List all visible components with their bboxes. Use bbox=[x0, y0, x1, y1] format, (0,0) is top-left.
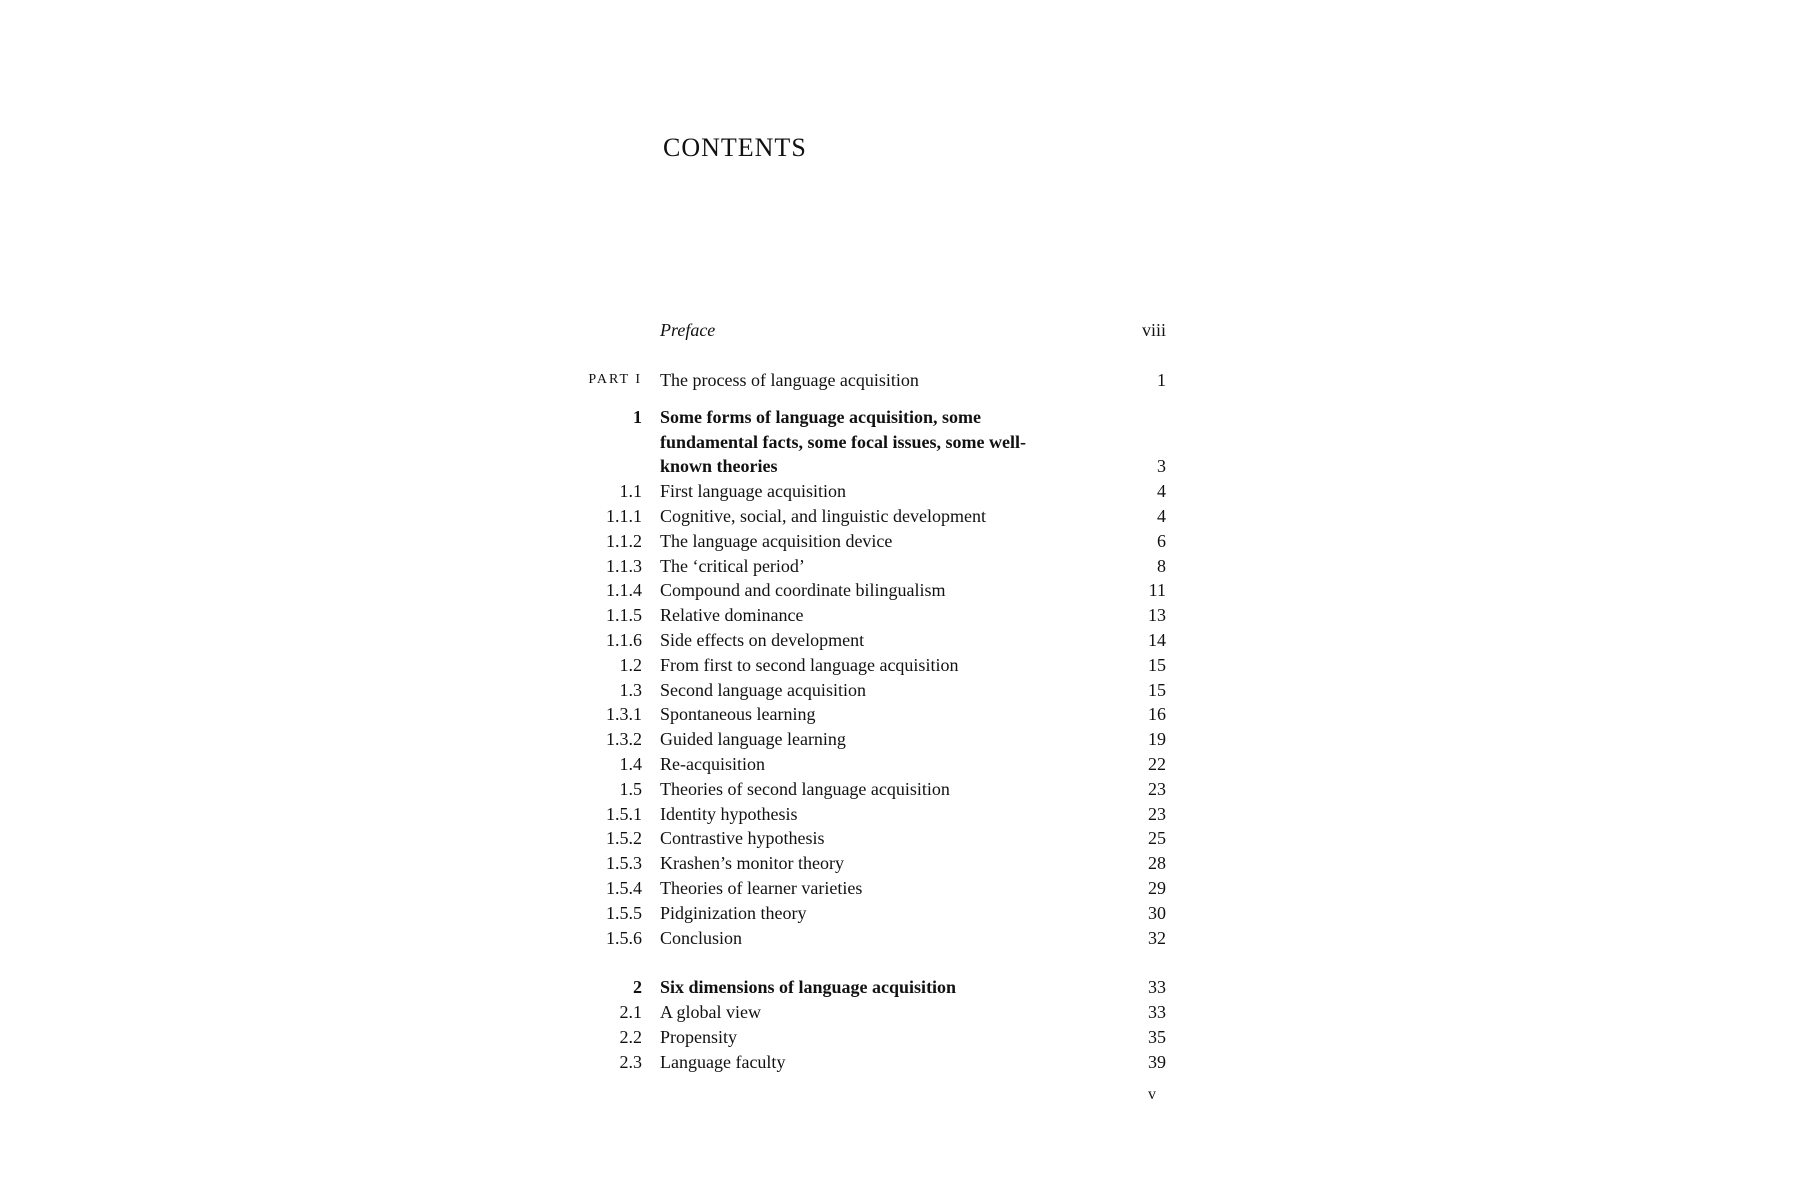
toc-label: Theories of second language acquisition bbox=[660, 778, 950, 799]
toc-row bbox=[570, 876, 1170, 901]
toc-page-number: 4 bbox=[1157, 505, 1166, 526]
toc-section-number: 1.1.3 bbox=[606, 555, 642, 576]
toc-row bbox=[570, 603, 1170, 628]
toc-row bbox=[570, 678, 1170, 703]
toc-row bbox=[570, 901, 1170, 926]
toc-label: Cognitive, social, and linguistic development bbox=[660, 505, 986, 526]
toc-label: Compound and coordinate bilingualism bbox=[660, 580, 946, 601]
toc-section-number: 1.5.5 bbox=[606, 902, 642, 923]
toc-label: Identity hypothesis bbox=[660, 803, 798, 824]
toc-label: Propensity bbox=[660, 1026, 738, 1047]
toc-label: Spontaneous learning bbox=[660, 704, 816, 725]
toc-chapter-title: Some forms of language acquisition, some fundamental facts, some focal issues, some well-known theories bbox=[660, 406, 1026, 477]
toc-row-chapter bbox=[570, 975, 1170, 1000]
toc-section-number: 1.4 bbox=[619, 753, 642, 774]
toc-page-number: 39 bbox=[1148, 1051, 1166, 1072]
toc-part-number: PART I bbox=[588, 371, 642, 387]
toc-page-number: 33 bbox=[1148, 1001, 1166, 1022]
toc-row bbox=[570, 653, 1170, 678]
toc-section-number: 2.3 bbox=[619, 1051, 642, 1072]
toc-page-number: 30 bbox=[1148, 902, 1166, 923]
toc-section-list bbox=[570, 1000, 1170, 1074]
toc-row bbox=[570, 926, 1170, 951]
toc-label: Language faculty bbox=[660, 1051, 786, 1072]
toc-row bbox=[570, 727, 1170, 752]
toc-page-number: 15 bbox=[1148, 679, 1166, 700]
toc-label: Preface bbox=[660, 320, 716, 340]
toc-label: Contrastive hypothesis bbox=[660, 828, 825, 849]
toc-page-number: 1 bbox=[1157, 369, 1166, 390]
toc-page-number: 23 bbox=[1148, 778, 1166, 799]
toc-page-number: 15 bbox=[1148, 654, 1166, 675]
toc-row bbox=[570, 802, 1170, 827]
toc-section-number: 1.5.4 bbox=[606, 877, 642, 898]
toc-page-number: 32 bbox=[1148, 927, 1166, 948]
toc-chapter-number: 1 bbox=[633, 406, 642, 427]
toc-page-number: 6 bbox=[1157, 530, 1166, 551]
toc-page-number: 35 bbox=[1148, 1026, 1166, 1047]
toc-label: Guided language learning bbox=[660, 729, 846, 750]
toc-page-number: 16 bbox=[1148, 704, 1166, 725]
page-title: CONTENTS bbox=[663, 133, 807, 162]
toc-section-number: 2.2 bbox=[619, 1026, 642, 1047]
toc-chapter-number: 2 bbox=[633, 977, 642, 998]
toc-row-part bbox=[570, 368, 1170, 393]
table-of-contents bbox=[570, 318, 1170, 1074]
toc-page-number: 29 bbox=[1148, 877, 1166, 898]
toc-label: Conclusion bbox=[660, 927, 743, 948]
toc-row bbox=[570, 702, 1170, 727]
toc-section-number: 1.5.6 bbox=[606, 927, 642, 948]
toc-row bbox=[570, 628, 1170, 653]
toc-page-number: 23 bbox=[1148, 803, 1166, 824]
toc-row bbox=[570, 851, 1170, 876]
toc-page-number: 14 bbox=[1148, 629, 1166, 650]
toc-label: From first to second language acquisition bbox=[660, 654, 959, 675]
toc-section-number: 2.1 bbox=[619, 1001, 642, 1022]
toc-section-number: 1.5.2 bbox=[606, 828, 642, 849]
toc-page-number: 25 bbox=[1148, 828, 1166, 849]
page-folio: v bbox=[1148, 1086, 1156, 1103]
toc-page-number: 4 bbox=[1157, 481, 1166, 502]
toc-row bbox=[570, 777, 1170, 802]
toc-row bbox=[570, 1000, 1170, 1025]
toc-label: Theories of learner varieties bbox=[660, 877, 863, 898]
toc-section-number: 1.1 bbox=[619, 481, 642, 502]
toc-page-number: 28 bbox=[1148, 853, 1166, 874]
toc-label: Re-acquisition bbox=[660, 753, 765, 774]
toc-label: Pidginization theory bbox=[660, 902, 807, 923]
toc-label: Relative dominance bbox=[660, 605, 804, 626]
toc-row-preface bbox=[570, 318, 1170, 343]
toc-section-list bbox=[570, 479, 1170, 950]
toc-label: Second language acquisition bbox=[660, 679, 866, 700]
toc-row bbox=[570, 578, 1170, 603]
toc-page-number: 3 bbox=[1157, 456, 1166, 477]
toc-row bbox=[570, 1050, 1170, 1075]
toc-page-number: 22 bbox=[1148, 753, 1166, 774]
toc-section-number: 1.1.4 bbox=[606, 580, 642, 601]
toc-section-number: 1.3.2 bbox=[606, 729, 642, 750]
toc-section-number: 1.1.6 bbox=[606, 629, 642, 650]
toc-page-number: viii bbox=[1141, 320, 1166, 340]
toc-section-number: 1.3 bbox=[619, 679, 642, 700]
toc-label: The ‘critical period’ bbox=[660, 555, 805, 576]
toc-row bbox=[570, 479, 1170, 504]
toc-page-number: 13 bbox=[1148, 605, 1166, 626]
toc-row bbox=[570, 826, 1170, 851]
toc-page-number: 8 bbox=[1157, 555, 1166, 576]
toc-label: Krashen’s monitor theory bbox=[660, 853, 844, 874]
toc-section-number: 1.1.1 bbox=[606, 505, 642, 526]
toc-row-chapter bbox=[570, 405, 1170, 479]
toc-row bbox=[570, 752, 1170, 777]
toc-section-number: 1.5.3 bbox=[606, 853, 642, 874]
toc-row bbox=[570, 1025, 1170, 1050]
toc-row bbox=[570, 504, 1170, 529]
toc-section-number: 1.3.1 bbox=[606, 704, 642, 725]
toc-page-number: 33 bbox=[1148, 977, 1166, 998]
toc-label: The language acquisition device bbox=[660, 530, 893, 551]
toc-section-number: 1.1.2 bbox=[606, 530, 642, 551]
toc-section-number: 1.2 bbox=[619, 654, 642, 675]
toc-row bbox=[570, 529, 1170, 554]
toc-section-number: 1.5.1 bbox=[606, 803, 642, 824]
toc-page-number: 11 bbox=[1148, 580, 1166, 601]
toc-section-number: 1.5 bbox=[619, 778, 642, 799]
toc-label: Side effects on development bbox=[660, 629, 865, 650]
toc-section-number: 1.1.5 bbox=[606, 605, 642, 626]
toc-label: First language acquisition bbox=[660, 481, 846, 502]
toc-chapter-title: Six dimensions of language acquisition bbox=[660, 977, 957, 998]
toc-page-number: 19 bbox=[1148, 729, 1166, 750]
toc-label: The process of language acquisition bbox=[660, 369, 919, 390]
toc-row bbox=[570, 554, 1170, 579]
toc-label: A global view bbox=[660, 1001, 761, 1022]
